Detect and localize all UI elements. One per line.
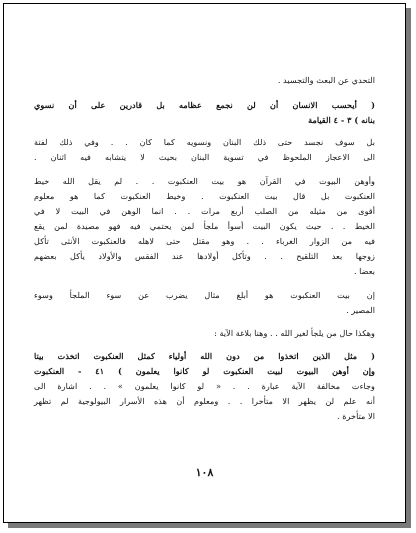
text-line: أقوى من مثيله من الصلب أربع مرات . . انما الوهن في البيت لا في [34,206,375,216]
verse-line: ( مثل الذين اتخذوا من دون الله أولياء كمثل العنكبوت اتخذت بيتا [34,351,375,361]
text-line: العنكبوت بل قال بيت العنكبوت . وخيط العنكبوت كما هو معلوم [34,191,375,201]
text-line: الخيط . . حيث يكون البيت أسوأ ملجأ لمن يحتمي فيه فهو مصيدة لمن يقع [34,221,375,231]
text-line: بعضا . [353,266,375,276]
book-page [4,4,405,522]
text-line: التحدي عن البعث والتجسيد . [277,75,375,85]
verse-line: ( أيحسب الانسان أن لن نجمع عظامه بل قادرين على أن نسوي [34,100,375,110]
text-line: وجاءت مخالفة الآية عبارة . . « لو كانوا يعلمون » . . اشارة الى [34,381,375,391]
text-line: الى الاعجاز الملحوظ في تسوية البنان بحيث لا يتشابه فيه اثنان . [34,152,375,162]
text-line: أنه علم لن يظهر الا متأخرا . . ومعلوم أن هذه الأسرار البيولوجية لم تظهر [34,396,375,406]
text-line: الا متأخرة . [337,411,375,421]
verse-line: وإن أوهن البيوت لبيت العنكبوت لو كانوا يعلمون ) ٤١ - العنكبوت [34,366,376,376]
verse-line: بنانه ) ٣ - ٤ القيامة [308,115,375,125]
text-line: زوجها بعد التلقيح . . وتأكل أولادها عند الفقس والأولاد يأكل بعضهم [34,251,375,261]
text-line: المصير . [346,305,375,315]
text-line: وهكذا حال من يلجأ لغير الله . . وهنا بلاغة الآية : [214,328,375,338]
text-line: بل سوف نجسد حتى ذلك البنان ونسويه كما كان . . وفي ذلك لفتة [34,137,375,147]
page-number: ١٠٨ [195,466,214,479]
page-frame [3,3,406,523]
text-line: فيه من الزوار الغرباء . . وهو مقتل حتى لاهله فالعنكبوت الأنثى تأكل [34,236,375,246]
text-line: إن بيت العنكبوت هو أبلغ مثال يضرب عن سوء الملجأ وسوء [34,290,375,300]
text-line: وأوهن البيوت في القرآن هو بيت العنكبوت . . لم يقل الله خيط [34,176,375,186]
